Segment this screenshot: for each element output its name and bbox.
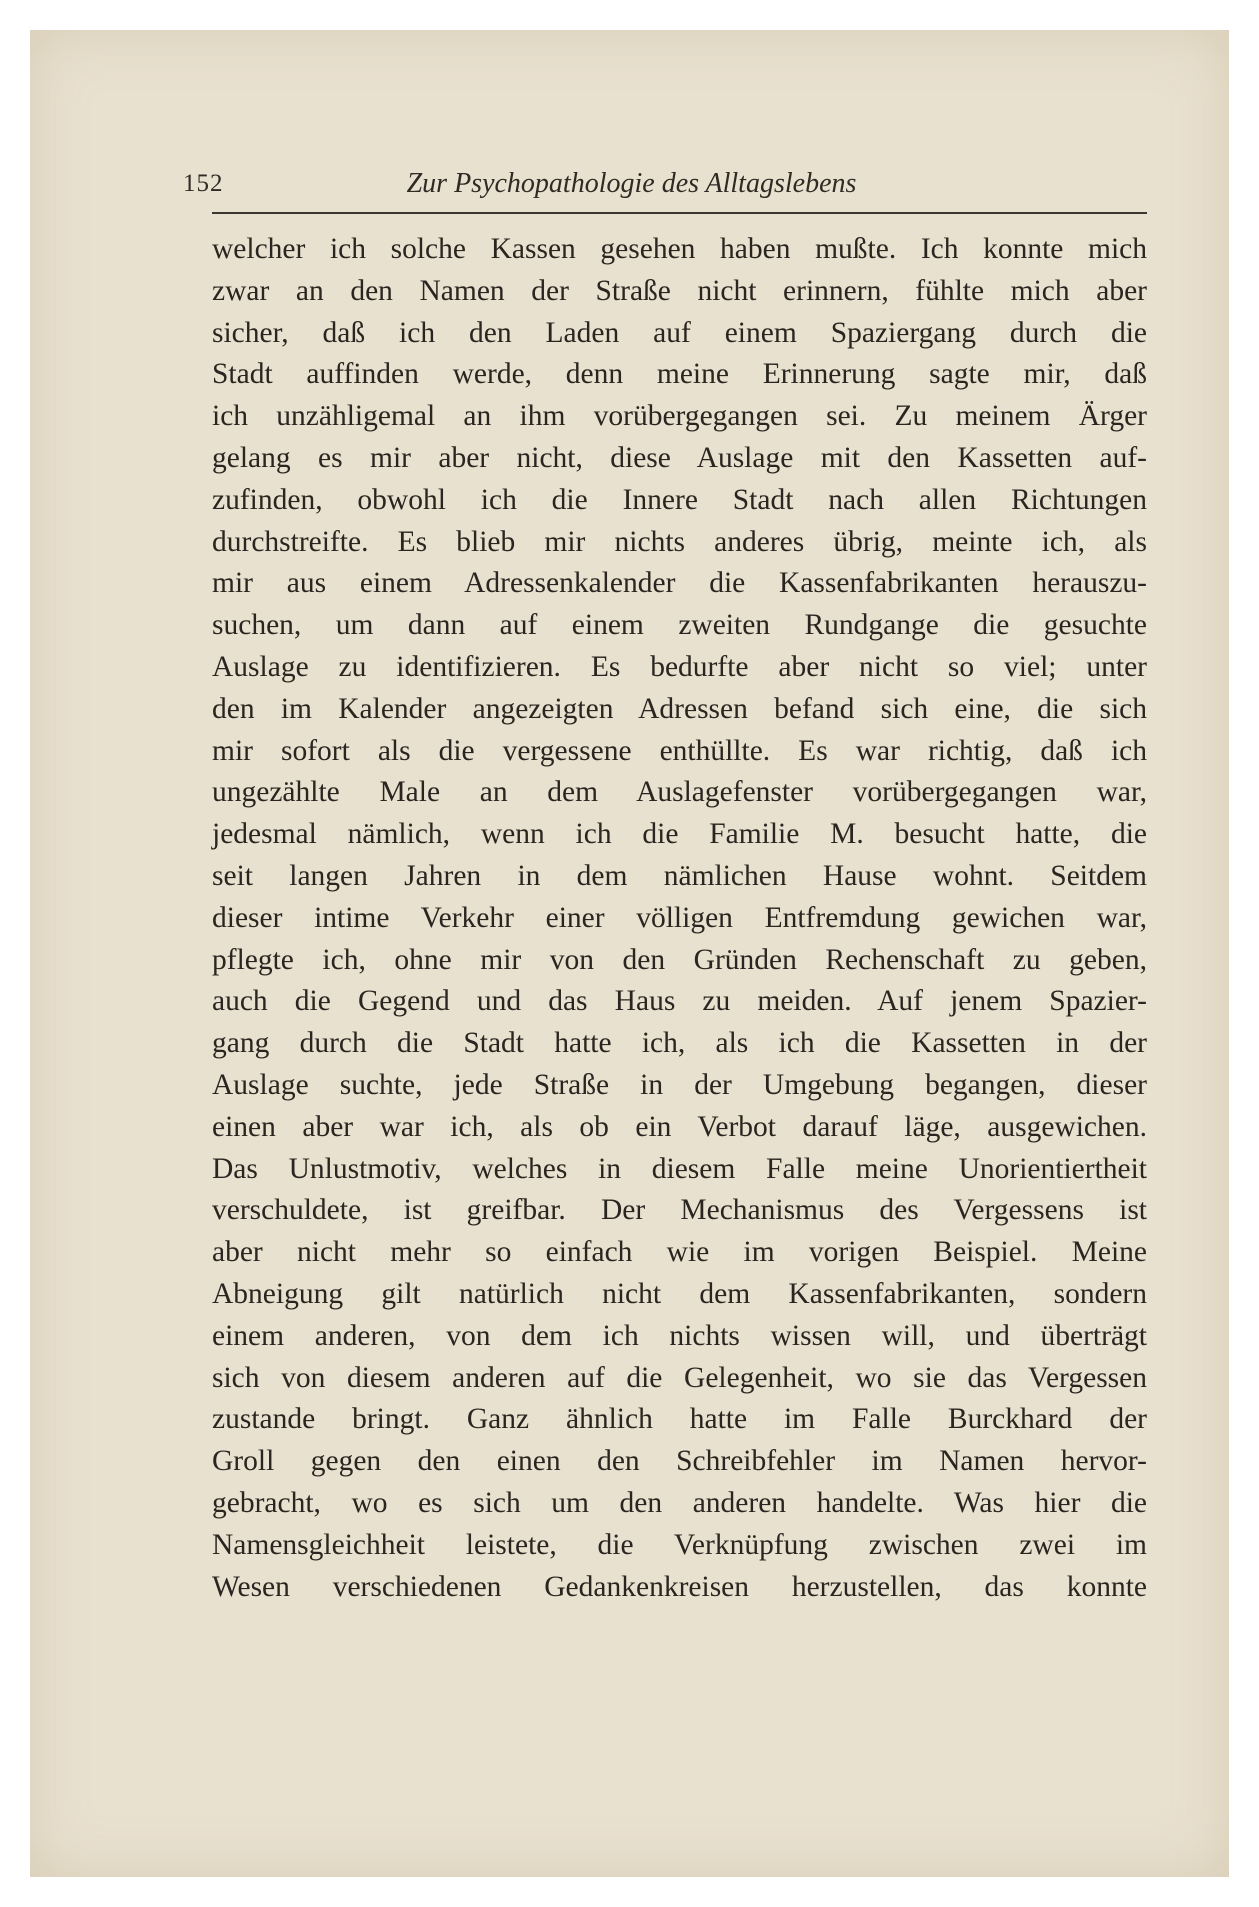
text-line: ungezählte Male an dem Auslagefenster vorübergegangen war, [212,776,1147,809]
text-line: Wesen verschiedenen Gedankenkreisen herzustellen, das konnte [212,1570,1147,1603]
text-line: zustande bringt. Ganz ähnlich hatte im Falle Burckhard der [212,1403,1147,1436]
text-line: gang durch die Stadt hatte ich, als ich die Kassetten in der [212,1027,1147,1060]
text-line: jedesmal nämlich, wenn ich die Familie M. besucht hatte, die [212,818,1147,851]
text-line: Namensgleichheit leistete, die Verknüpfung zwischen zwei im [212,1528,1147,1561]
text-line: mir aus einem Adressenkalender die Kassenfabrikanten herauszu- [212,567,1147,600]
text-line: mir sofort als die vergessene enthüllte. Es war richtig, daß ich [212,734,1147,767]
text-line: zwar an den Namen der Straße nicht erinnern, fühlte mich aber [212,274,1147,307]
text-line: durchstreifte. Es blieb mir nichts anderes übrig, meinte ich, als [212,525,1147,558]
running-head: Zur Psychopathologie des Alltagslebens [406,168,857,199]
text-line: auch die Gegend und das Haus zu meiden. Auf jenem Spazier- [212,985,1147,1018]
text-line: sicher, daß ich den Laden auf einem Spaziergang durch die [212,316,1147,349]
text-line: pflegte ich, ohne mir von den Gründen Rechenschaft zu geben, [212,943,1147,976]
text-line: Stadt auffinden werde, denn meine Erinnerung sagte mir, daß [212,358,1147,391]
text-line: sich von diesem anderen auf die Gelegenheit, wo sie das Vergessen [212,1361,1147,1394]
text-line: Auslage zu identifizieren. Es bedurfte aber nicht so viel; unter [212,650,1147,683]
page-header [183,148,1080,208]
text-line: gebracht, wo es sich um den anderen handelte. Was hier die [212,1486,1147,1519]
text-line: Das Unlustmotiv, welches in diesem Falle meine Unorientiertheit [212,1152,1147,1185]
text-line: einem anderen, von dem ich nichts wissen will, und überträgt [212,1319,1147,1352]
text-line: einen aber war ich, als ob ein Verbot darauf läge, ausgewichen. [212,1110,1147,1143]
text-line: welcher ich solche Kassen gesehen haben mußte. Ich konnte mich [212,233,1147,265]
text-line: verschuldete, ist greifbar. Der Mechanismus des Vergessens ist [212,1194,1147,1227]
text-line: aber nicht mehr so einfach wie im vorigen Beispiel. Meine [212,1236,1147,1269]
text-line: den im Kalender angezeigten Adressen befand sich eine, die sich [212,692,1147,725]
text-line: gelang es mir aber nicht, diese Auslage mit den Kassetten auf- [212,441,1147,474]
text-line: ich unzähligemal an ihm vorübergegangen sei. Zu meinem Ärger [212,400,1147,433]
body-text [212,229,1147,1608]
page-number: 152 [183,170,224,197]
text-line: Auslage suchte, jede Straße in der Umgebung begangen, dieser [212,1068,1147,1101]
text-line: Abneigung gilt natürlich nicht dem Kassenfabrikanten, sondern [212,1277,1147,1310]
header-rule [212,212,1147,214]
text-line: suchen, um dann auf einem zweiten Rundgange die gesuchte [212,609,1147,642]
text-line: dieser intime Verkehr einer völligen Entfremdung gewichen war, [212,901,1147,934]
text-line: zufinden, obwohl ich die Innere Stadt nach allen Richtungen [212,483,1147,516]
text-line: Groll gegen den einen den Schreibfehler im Namen hervor- [212,1445,1147,1478]
text-line: seit langen Jahren in dem nämlichen Hause wohnt. Seitdem [212,859,1147,892]
